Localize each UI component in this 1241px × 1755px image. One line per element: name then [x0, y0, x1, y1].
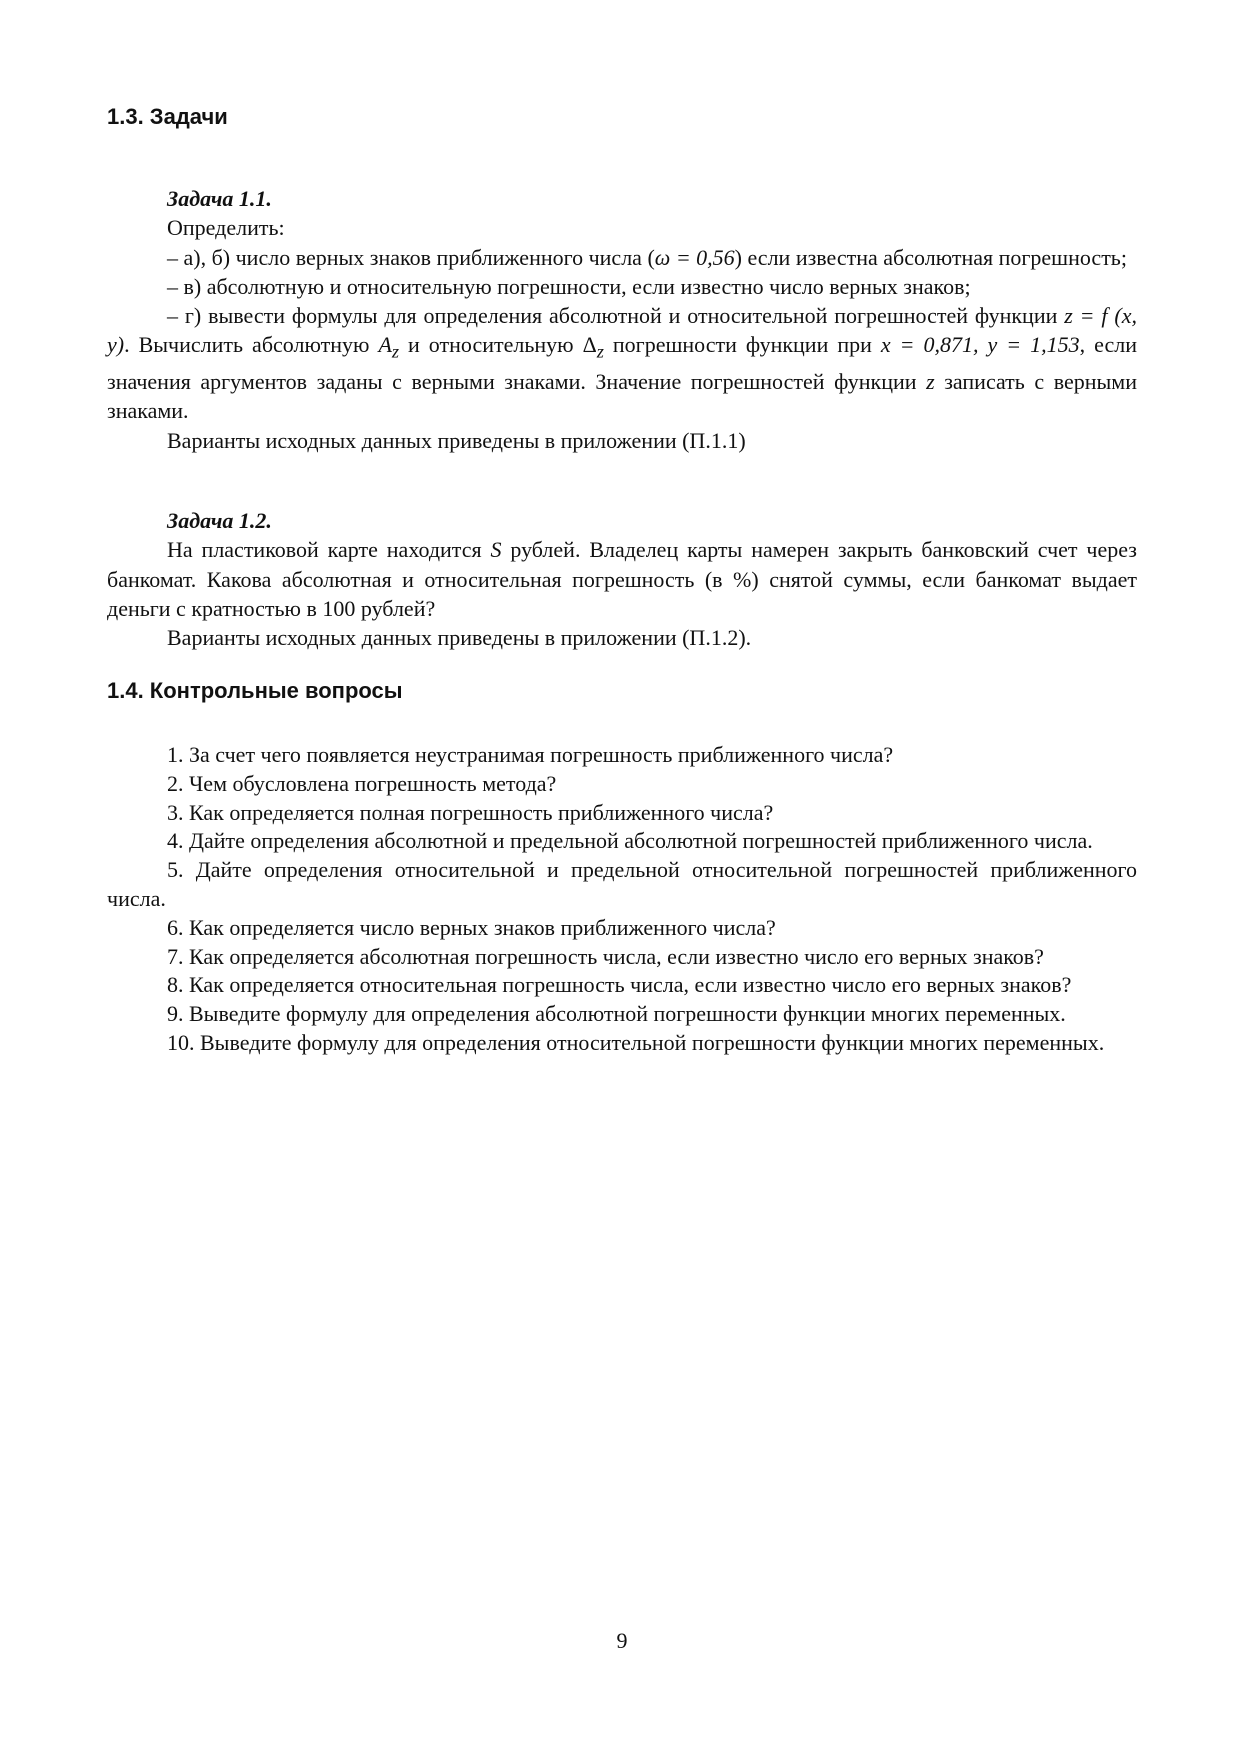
task-2-text	[107, 535, 1137, 623]
task-1-title: Задача 1.1.	[167, 186, 272, 211]
absolute-error-subscript: z	[391, 341, 400, 362]
relative-error-subscript: z	[596, 341, 604, 362]
section-heading-tasks: 1.3. Задачи	[107, 104, 228, 129]
task-2-text-part-2: рублей. Владелец карты намерен закрыть банковский счет через банкомат. Какова абсолютная и относительная погрешность (в %) снятой суммы, если банкомат выдает деньги с кратностью в 100 рублей?	[107, 537, 1137, 621]
question-item: 3. Как определяется полная погрешность приближенного числа?	[167, 799, 774, 825]
task-1-item-g-part-3: и относительную	[399, 332, 583, 358]
questions-list	[107, 741, 1137, 1058]
question-item: 6. Как определяется число верных знаков приближенного числа?	[167, 914, 776, 940]
question-item: 7. Как определяется абсолютная погрешность числа, если известно число его верных знаков?	[167, 943, 1044, 969]
s-variable: S	[490, 537, 502, 563]
task-1-intro: Определить:	[167, 215, 285, 241]
task-1-item-g	[107, 301, 1137, 426]
task-1-item-v: – в) абсолютную и относительную погрешности, если известно число верных знаков;	[167, 273, 971, 299]
z-variable: z	[926, 369, 935, 395]
task-1-item-g-part-4: погрешности функции при	[603, 332, 881, 358]
omega-expression: ω = 0,56	[654, 244, 735, 270]
y-value-expression: y = 1,153	[987, 332, 1080, 358]
task-1-item-g-part-1: – г) вывести формулы для определения абсолютной и относительной погрешностей функции	[167, 303, 1065, 329]
task-1-item-g-part-6: записать с верными знаками.	[107, 369, 1137, 424]
x-value-expression: x = 0,871,	[880, 332, 979, 358]
task-1-block	[107, 184, 1137, 455]
question-item: 2. Чем обусловлена погрешность метода?	[167, 770, 557, 796]
task-1-item-ab-pre: – а), б) число верных знаков приближенного числа (	[167, 244, 655, 270]
question-item: 9. Выведите формулу для определения абсолютной погрешности функции многих переменных.	[167, 1001, 1066, 1027]
question-item: 1. За счет чего появляется неустранимая погрешность приближенного числа?	[167, 742, 894, 767]
task-2-block	[107, 506, 1137, 652]
page-number: 9	[616, 1628, 628, 1653]
question-item: 4. Дайте определения абсолютной и предельной абсолютной погрешностей приближенного числа.	[167, 828, 1093, 854]
section-heading-questions: 1.4. Контрольные вопросы	[107, 678, 403, 703]
task-1-item-g-part-2: . Вычислить абсолютную	[124, 332, 379, 358]
task-1-item-ab-post: ) если известна абсолютная погрешность;	[734, 244, 1127, 270]
document-page	[107, 0, 1137, 1755]
function-expression: z = f (x, y)	[107, 303, 1137, 358]
task-1-item-g-part-5: , если значения аргументов заданы с верными знаками. Значение погрешностей функции	[107, 332, 1137, 395]
absolute-error-symbol: A	[378, 332, 392, 358]
task-1-item-ab	[107, 243, 1137, 272]
task-2-variants: Варианты исходных данных приведены в приложении (П.1.2).	[167, 625, 752, 651]
relative-error-symbol: Δ	[582, 332, 597, 358]
task-2-title: Задача 1.2.	[167, 508, 272, 533]
question-item: 8. Как определяется относительная погрешность числа, если известно число его верных знаков?	[167, 972, 1072, 998]
question-item: 5. Дайте определения относительной и предельной относительной погрешностей приближенного числа.	[107, 857, 1137, 911]
task-1-variants: Варианты исходных данных приведены в приложении (П.1.1)	[167, 427, 746, 453]
task-2-text-part-1: На пластиковой карте находится	[167, 537, 491, 563]
question-item: 10. Выведите формулу для определения относительной погрешности функции многих переменных.	[167, 1029, 1105, 1055]
